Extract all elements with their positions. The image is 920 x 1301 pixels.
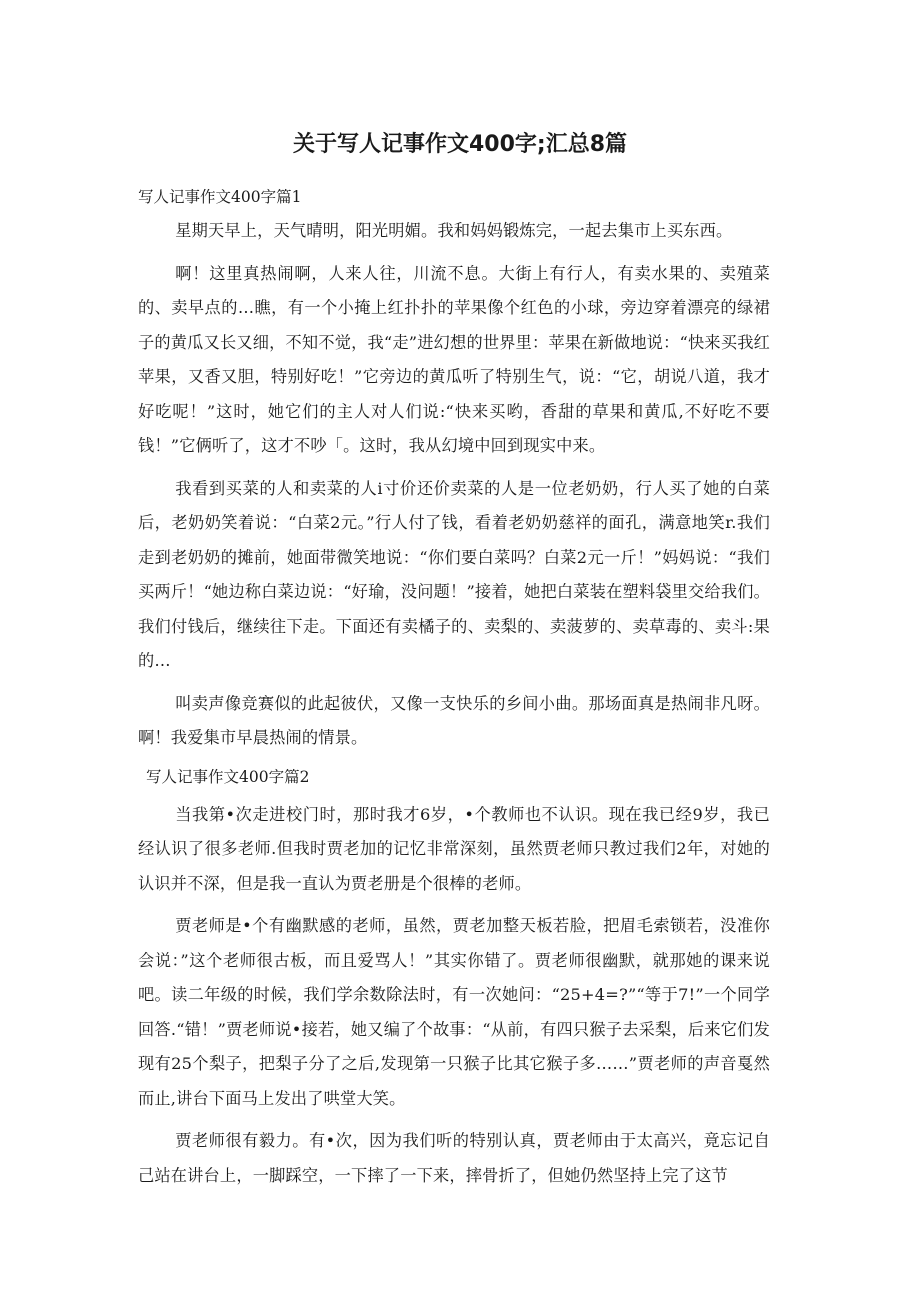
- body-paragraph: 叫卖声像竞赛似的此起彼伏，又像一支快乐的乡间小曲。那场面真是热闹非凡呀。啊！我爱集市早晨热闹的情景。: [138, 693, 770, 747]
- article-section: [138, 184, 770, 756]
- body-paragraph: 当我第•次走进校门时，那时我才6岁，•个教师也不认识。现在我已经9岁，我已经认识了很多老师.但我时贾老加的记忆非常深刻，虽然贾老师只教过我们2年，对她的认识并不深，但是我一直认为贾老册是个很棒的老师。: [138, 804, 770, 893]
- document-body: [138, 184, 770, 1193]
- section-heading: 写人记事作文400字篇2: [146, 767, 310, 786]
- article-section: [138, 764, 770, 1194]
- body-paragraph: 贾老师是•个有幽默感的老师，虽然，贾老加整天板若脸，把眉毛索锁若，没准你会说：”这个老师很古板，而且爱骂人！”其实你错了。贾老师很幽默，就那她的课来说吧。读二年级的时候，我们学余数除法时，有一次她问：“25+4=?”“等于7!”一个同学回答.“错！”贾老师说•接若，她又编了个故事：“从前，有四只猴子去采梨，后来它们发现有25个梨子，把梨子分了之后,发现第一只猴子比其它猴子多……”贾老师的声音戛然而止,讲台下面马上发出了哄堂大笑。: [138, 916, 770, 1108]
- body-paragraph: 啊！这里真热闹啊，人来人往，川流不息。大街上有行人，有卖水果的、卖殖菜的、卖早点的…瞧，有一个小掩上红扑扑的苹果像个红色的小球，旁边穿着漂亮的绿裙子的黄瓜又长又细，不知不觉，我“走”进幻想的世界里：苹果在新做地说：“快来买我红苹果，又香又胆，特别好吃！”它旁边的黄瓜听了特别生气，说：“它，胡说八道，我才好吃呢！”这时，她它们的主人对人们说:“快来买哟，香甜的草果和黄瓜,不好吃不要钱！”它俩听了，这才不吵「。这时，我从幻境中回到现实中来。: [138, 263, 770, 455]
- section-heading: 写人记事作文400字篇1: [138, 188, 302, 206]
- document-title: 关于写人记事作文400字;汇总8篇: [292, 132, 628, 157]
- body-paragraph: 贾老师很有毅力。有•次，因为我们听的特别认真，贾老师由于太高兴，竟忘记自己站在讲台上，一脚踩空，一下摔了一下来，摔骨折了，但她仍然坚持上完了这节: [138, 1131, 770, 1185]
- body-paragraph: 我看到买菜的人和卖菜的人i寸价还价卖菜的人是一位老奶奶，行人买了她的白菜后，老奶奶笑着说：“白菜2元。”行人付了钱，看着老奶奶慈祥的面孔，满意地笑r.我们走到老奶奶的摊前，她面带微笑地说：“你们要白菜吗？白菜2元一斤！”妈妈说：“我们买两斤！“她边称白菜边说：“好瑜，没问题！”接着，她把白菜装在塑料袋里交给我们。我们付钱后，继续往下走。下面还有卖橘子的、卖梨的、卖菠萝的、卖草毒的、卖斗:果的…: [138, 478, 770, 670]
- body-paragraph: 星期天早上，天气晴明，阳光明媚。我和妈妈锻炼完，一起去集市上买东西。: [175, 221, 733, 240]
